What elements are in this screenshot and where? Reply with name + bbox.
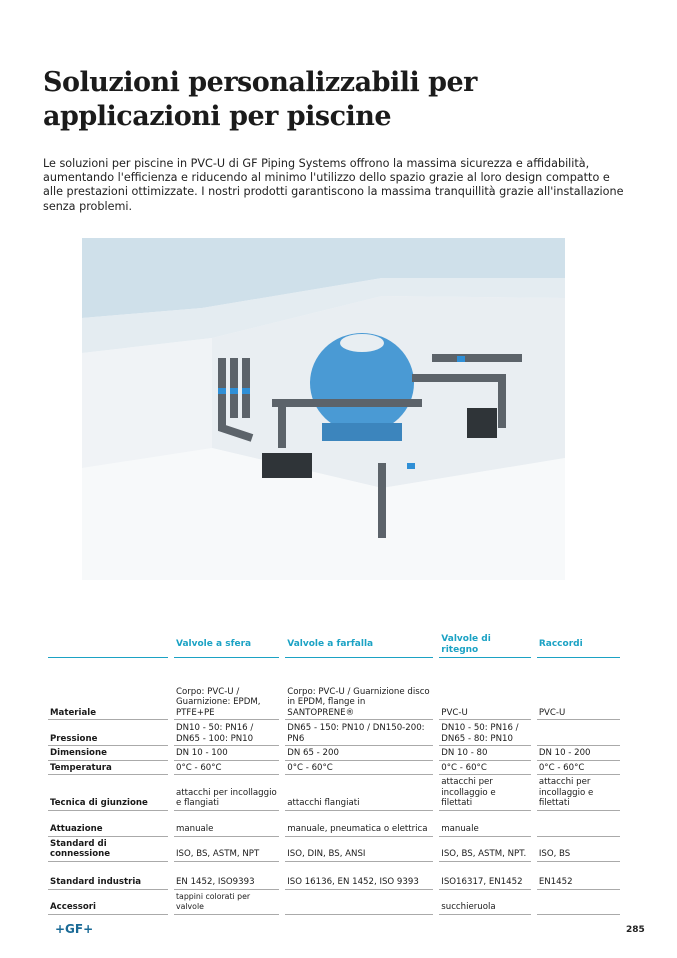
table-row	[48, 720, 620, 746]
table-cell: ISO16317, EN1452	[439, 861, 531, 889]
row-label: Standard industria	[48, 861, 168, 889]
table-cell: PVC-U	[537, 658, 620, 720]
table-cell: 0°C - 60°C	[285, 760, 433, 775]
table-cell: 0°C - 60°C	[537, 760, 620, 775]
table-cell: tappini colorati per valvole	[174, 889, 279, 914]
row-label: Temperatura	[48, 760, 168, 775]
row-label: Accessori	[48, 889, 168, 914]
table-cell: DN10 - 50: PN16 / DN65 - 100: PN10	[174, 720, 279, 746]
table-row	[48, 810, 620, 836]
row-label: Pressione	[48, 720, 168, 746]
table-cell: ISO, BS, ASTM, NPT.	[439, 836, 531, 861]
column-header: Valvole di ritegno	[439, 634, 531, 658]
table-row	[48, 746, 620, 761]
table-cell: 0°C - 60°C	[439, 760, 531, 775]
table-cell: DN 65 - 200	[285, 746, 433, 761]
row-label: Standard di connessione	[48, 836, 168, 861]
table-cell: EN1452	[537, 861, 620, 889]
table-cell: DN 10 - 200	[537, 746, 620, 761]
table-cell: 0°C - 60°C	[174, 760, 279, 775]
table-cell: ISO, BS	[537, 836, 620, 861]
table-cell: manuale	[174, 810, 279, 836]
table-cell: succhieruola	[439, 889, 531, 914]
column-header: Valvole a farfalla	[285, 634, 433, 658]
table-cell: DN10 - 50: PN16 / DN65 - 80: PN10	[439, 720, 531, 746]
page-title: Soluzioni personalizzabili per applicazioni per piscine	[43, 67, 477, 132]
table-cell: manuale, pneumatica o elettrica	[285, 810, 433, 836]
table-header-row	[48, 634, 620, 658]
table-cell: ISO, DIN, BS, ANSI	[285, 836, 433, 861]
row-label: Dimensione	[48, 746, 168, 761]
table-cell: attacchi per incollaggio e flangiati	[174, 775, 279, 811]
table-cell: DN65 - 150: PN10 / DN150-200: PN6	[285, 720, 433, 746]
table-row	[48, 836, 620, 861]
column-header: Raccordi	[537, 634, 620, 658]
table-cell: Corpo: PVC-U / Guarnizione: EPDM, PTFE+PE	[174, 658, 279, 720]
product-spec-table	[48, 634, 620, 915]
pool-installation-image	[82, 238, 565, 580]
table-row	[48, 889, 620, 914]
table-row	[48, 861, 620, 889]
page-number: 285	[626, 925, 645, 935]
table-cell	[285, 889, 433, 914]
table-cell: PVC-U	[439, 658, 531, 720]
table-cell: attacchi flangiati	[285, 775, 433, 811]
table-cell: DN 10 - 80	[439, 746, 531, 761]
column-header: Valvole a sfera	[174, 634, 279, 658]
table-cell: Corpo: PVC-U / Guarnizione disco in EPDM, flange in SANTOPRENE®	[285, 658, 433, 720]
table-cell: ISO, BS, ASTM, NPT	[174, 836, 279, 861]
row-label: Attuazione	[48, 810, 168, 836]
table-row	[48, 775, 620, 811]
row-label: Materiale	[48, 658, 168, 720]
table-cell	[537, 810, 620, 836]
intro-paragraph: Le soluzioni per piscine in PVC-U di GF Piping Systems offrono la massima sicurezza e affidabilità, aumentando l'efficienza e riducendo al minimo l'utilizzo dello spazio grazie al loro design compatto e alle prestazioni ottimizzate. I nostri prodotti garantiscono la massima tranquillità grazie all'installazione senza problemi.	[43, 157, 624, 213]
table-cell: ISO 16136, EN 1452, ISO 9393	[285, 861, 433, 889]
table-row	[48, 760, 620, 775]
row-label: Tecnica di giunzione	[48, 775, 168, 811]
table-cell: DN 10 - 100	[174, 746, 279, 761]
table-cell: attacchi per incollaggio e filettati	[537, 775, 620, 811]
table-cell: EN 1452, ISO9393	[174, 861, 279, 889]
table-cell	[537, 889, 620, 914]
table-cell: manuale	[439, 810, 531, 836]
table-row	[48, 658, 620, 720]
gf-logo: +GF+	[55, 922, 94, 936]
table-cell	[537, 720, 620, 746]
table-cell: attacchi per incollaggio e filettati	[439, 775, 531, 811]
